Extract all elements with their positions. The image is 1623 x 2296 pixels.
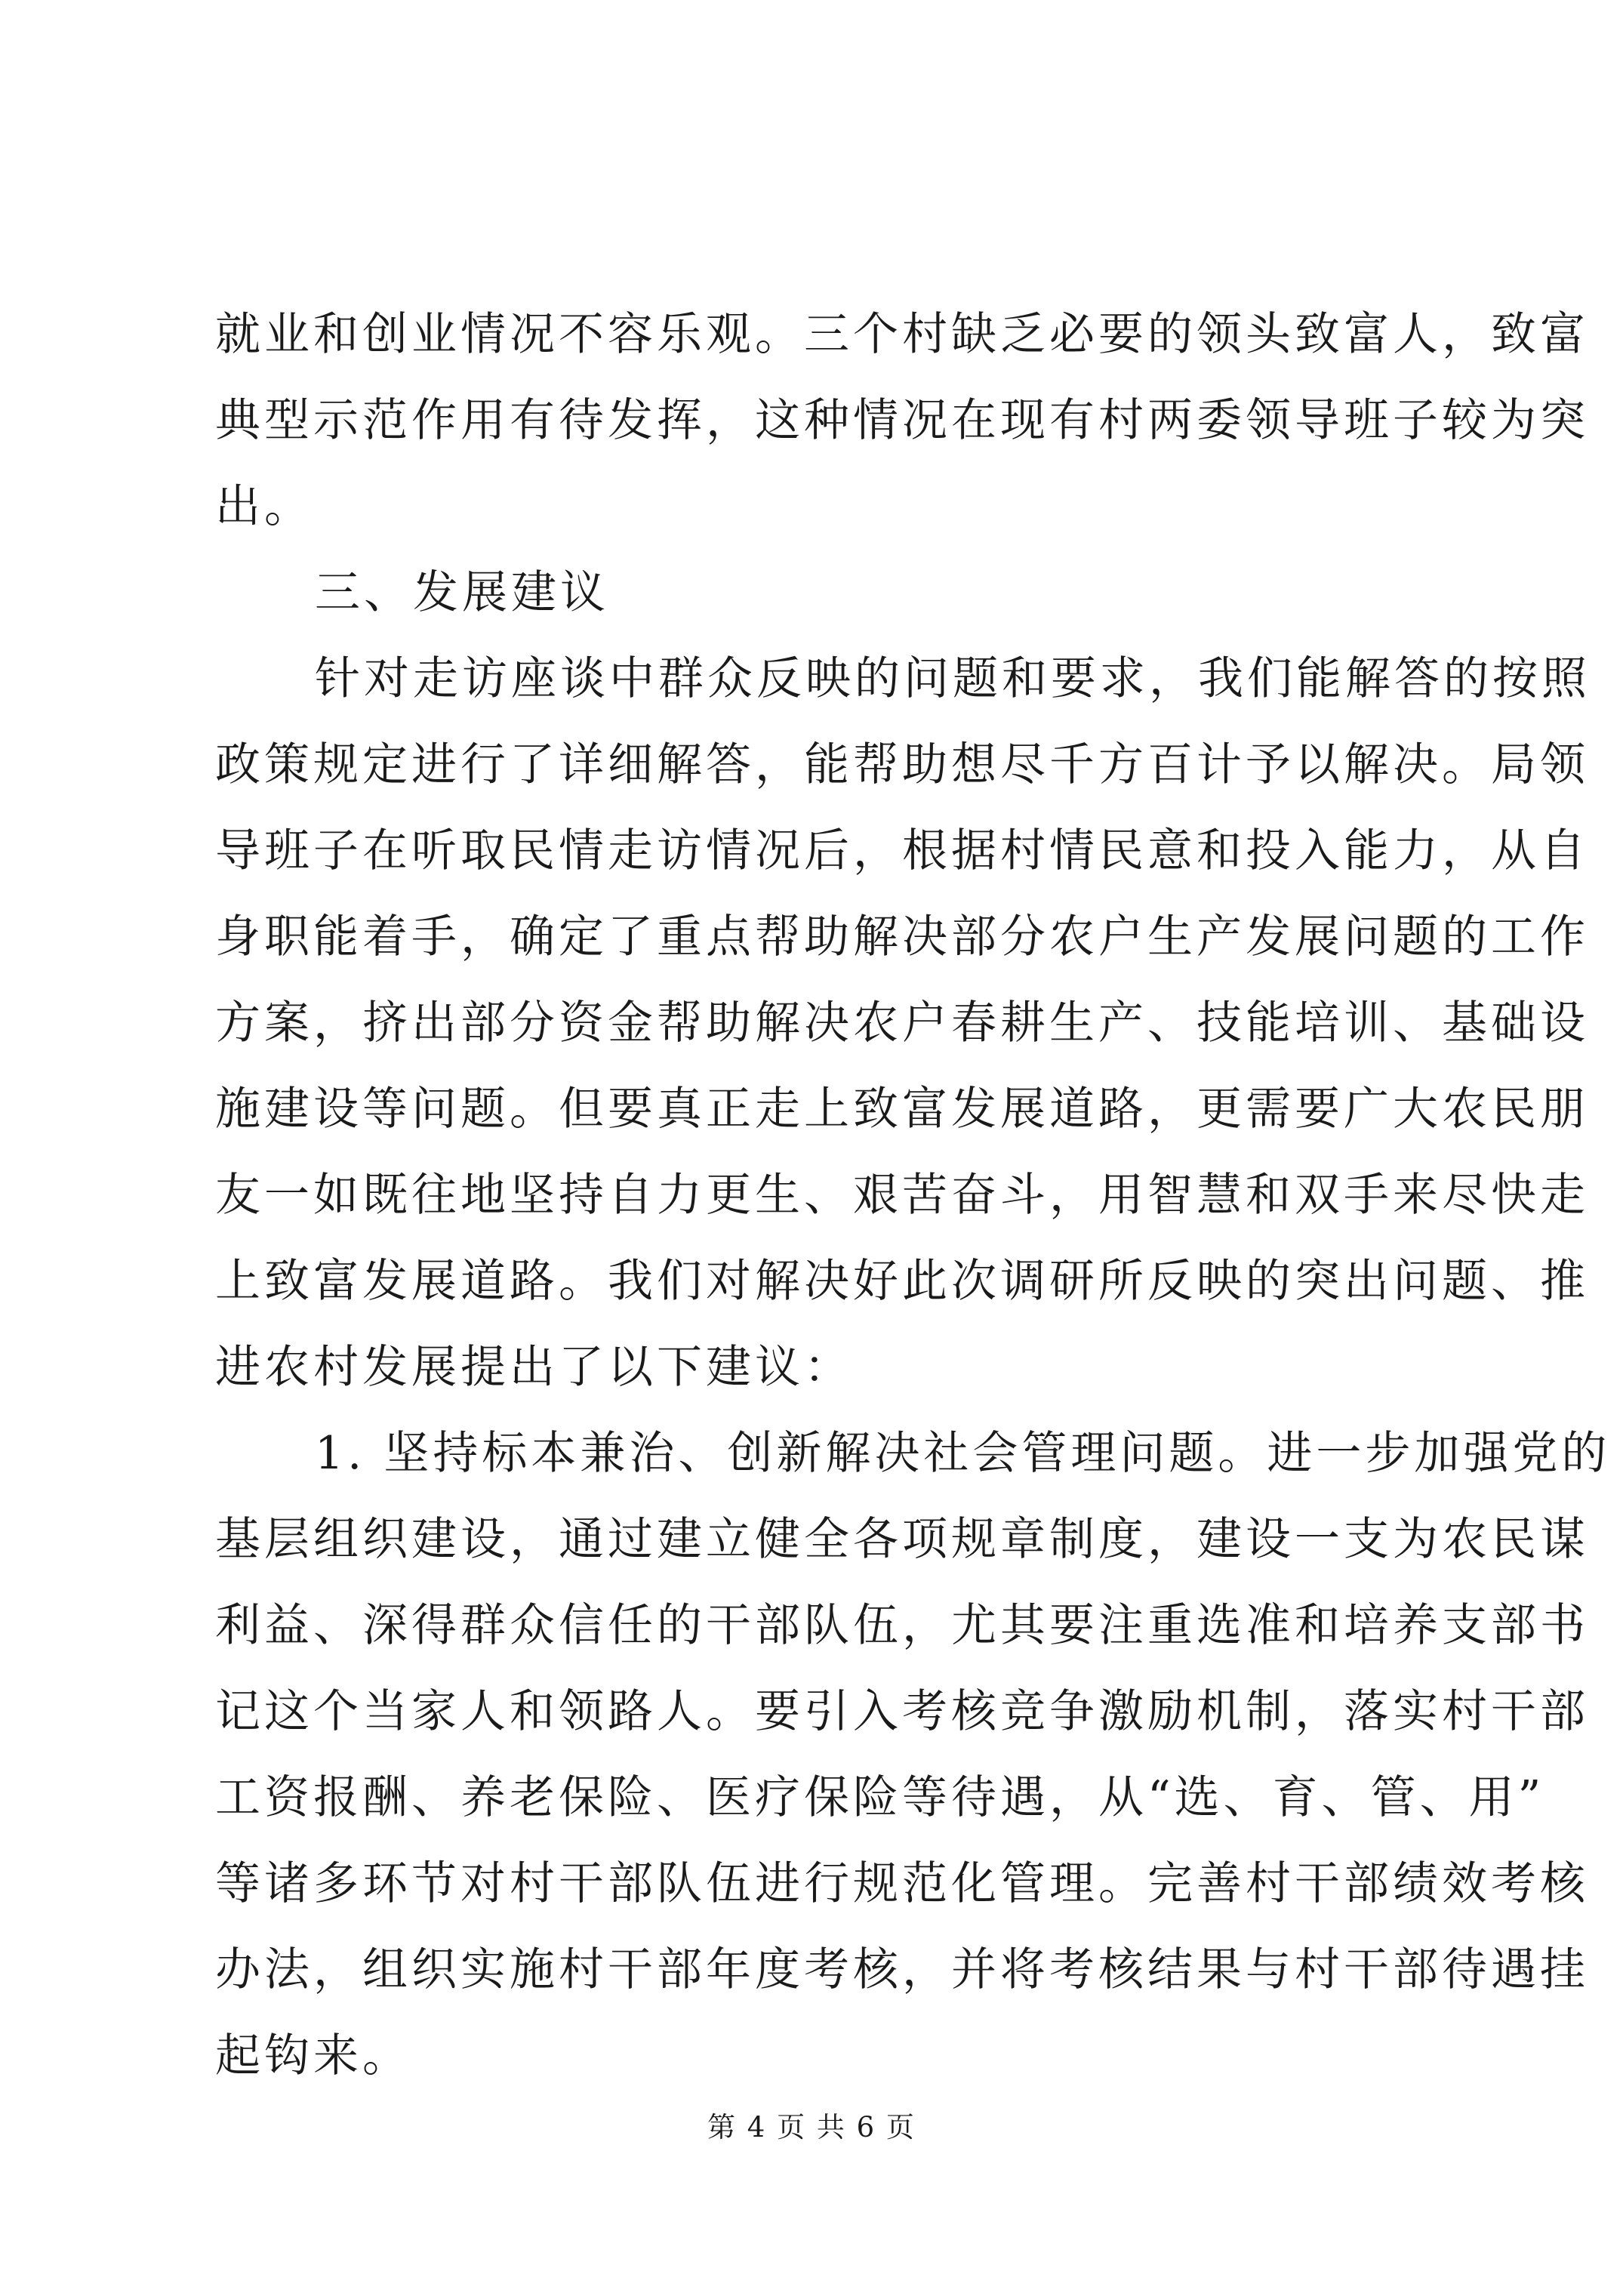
text-line: 起钩来。 bbox=[215, 2029, 411, 2082]
text-line: 记这个当家人和领路人。要引入考核竞争激励机制，落实村干部 bbox=[215, 1685, 1589, 1738]
text-line: 针对走访座谈中群众反映的问题和要求，我们能解答的按照 bbox=[315, 652, 1591, 705]
page-footer: 第 4 页 共 6 页 bbox=[707, 2111, 916, 2143]
text-line: 友一如既往地坚持自力更生、艰苦奋斗，用智慧和双手来尽快走 bbox=[215, 1169, 1589, 1222]
text-line: 1. 坚持标本兼治、创新解决社会管理问题。进一步加强党的 bbox=[315, 1427, 1611, 1480]
text-line: 施建设等问题。但要真正走上致富发展道路，更需要广大农民朋 bbox=[215, 1083, 1589, 1136]
text-line: 基层组织建设，通过建立健全各项规章制度，建设一支为农民谋 bbox=[215, 1513, 1589, 1566]
text-line: 等诸多环节对村干部队伍进行规范化管理。完善村干部绩效考核 bbox=[215, 1857, 1589, 1910]
text-line: 政策规定进行了详细解答，能帮助想尽千方百计予以解决。局领 bbox=[215, 738, 1589, 791]
text-line: 方案，挤出部分资金帮助解决农户春耕生产、技能培训、基础设 bbox=[215, 997, 1589, 1049]
text-line: 身职能着手，确定了重点帮助解决部分农户生产发展问题的工作 bbox=[215, 911, 1589, 963]
text-line: 典型示范作用有待发挥，这种情况在现有村两委领导班子较为突 bbox=[215, 394, 1589, 447]
text-line: 利益、深得群众信任的干部队伍，尤其要注重选准和培养支部书 bbox=[215, 1599, 1589, 1652]
text-line: 出。 bbox=[215, 480, 313, 533]
text-line: 办法，组织实施村干部年度考核，并将考核结果与村干部待遇挂 bbox=[215, 1943, 1589, 1996]
text-line: 进农村发展提出了以下建议： bbox=[215, 1341, 853, 1394]
body-text bbox=[215, 291, 1611, 2099]
section-heading: 三、发展建议 bbox=[315, 566, 609, 619]
text-line: 导班子在听取民情走访情况后，根据村情民意和投入能力，从自 bbox=[215, 824, 1589, 877]
text-line: 工资报酬、养老保险、医疗保险等待遇，从“选、育、管、用” bbox=[215, 1771, 1545, 1824]
text-line: 上致富发展道路。我们对解决好此次调研所反映的突出问题、推 bbox=[215, 1255, 1589, 1308]
text-line: 就业和创业情况不容乐观。三个村缺乏必要的领头致富人，致富 bbox=[215, 308, 1589, 361]
